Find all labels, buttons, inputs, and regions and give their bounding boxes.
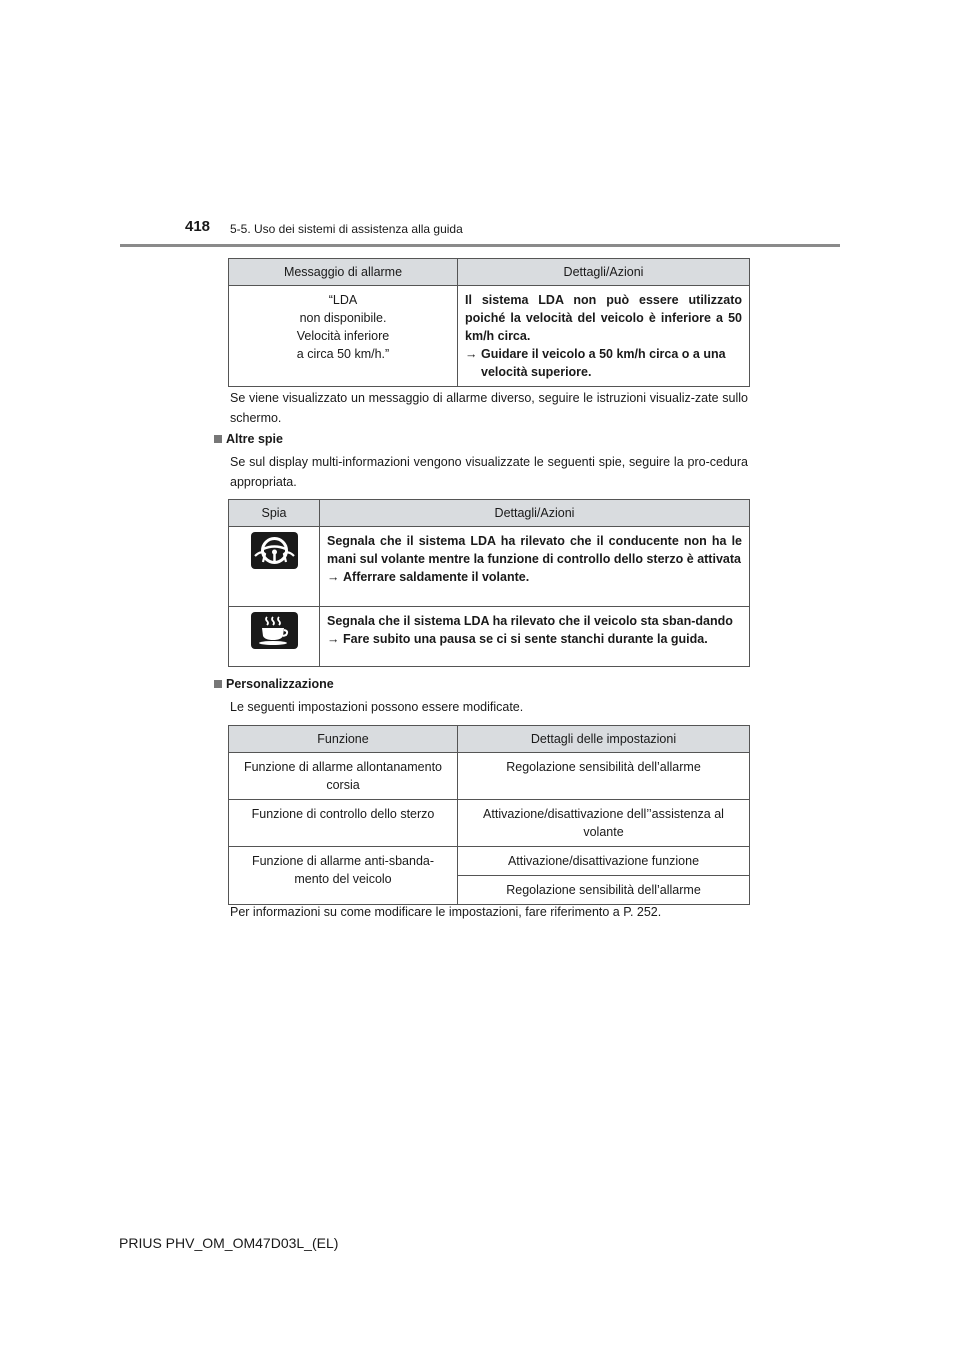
indicator-action-text: Afferrare saldamente il volante.: [343, 570, 530, 584]
alarm-message-line: “LDA: [328, 293, 358, 307]
paragraph-personalizzazione: Le seguenti impostazioni possono essere modificate.: [230, 700, 524, 714]
customization-setting-cell: Regolazione sensibilità dell’allarme: [458, 876, 750, 905]
arrow-icon: →: [327, 632, 340, 646]
indicator-table-header-details: Dettagli/Azioni: [320, 500, 750, 527]
indicator-details-cell: [320, 527, 750, 607]
alarm-message-line: a circa 50 km/h.”: [296, 347, 390, 361]
indicator-details-text: Segnala che il sistema LDA ha rilevato che il conducente non ha le mani sul volante mentre la funzione di controllo dello sterzo è attivata: [327, 534, 742, 566]
paragraph-different-message: Se viene visualizzato un messaggio di allarme diverso, seguire le istruzioni visualiz-zate sullo schermo.: [230, 391, 748, 425]
header-rule: [120, 244, 840, 247]
paragraph-altre-spie: Se sul display multi-informazioni vengono visualizzate le seguenti spie, seguire la pro-cedura appropriata.: [230, 455, 748, 489]
arrow-icon: →: [327, 570, 340, 584]
coffee-cup-icon: [251, 612, 298, 649]
customization-header-settings: Dettagli delle impostazioni: [458, 726, 750, 753]
heading-personalizzazione-text: Personalizzazione: [226, 677, 334, 691]
customization-setting-cell: Attivazione/disattivazione dell’’assistenza al volante: [458, 800, 750, 847]
table-row: [229, 847, 750, 876]
indicator-icon-cell: [229, 527, 320, 607]
customization-setting-cell: Regolazione sensibilità dell’allarme: [458, 753, 750, 800]
table-row: [229, 607, 750, 667]
alarm-message-line: non disponibile.: [299, 311, 387, 325]
indicator-action: [327, 630, 742, 648]
indicator-action: [327, 568, 742, 586]
alarm-action: [465, 345, 742, 381]
alarm-message-line: Velocità inferiore: [296, 329, 390, 343]
indicator-details-cell: [320, 607, 750, 667]
paragraph-reference: Per informazioni su come modificare le impostazioni, fare riferimento a P. 252.: [230, 905, 662, 919]
hands-on-steering-wheel-icon: [251, 532, 298, 569]
indicator-icon-cell: [229, 607, 320, 667]
footer-document-code: PRIUS PHV_OM_OM47D03L_(EL): [119, 1235, 339, 1251]
table-row: [229, 800, 750, 847]
table-row: [229, 527, 750, 607]
indicator-details-text: Segnala che il sistema LDA ha rilevato che il veicolo sta sban-dando: [327, 614, 733, 628]
alarm-table-header-message: Messaggio di allarme: [229, 259, 458, 286]
alarm-table-header-details: Dettagli/Azioni: [458, 259, 750, 286]
indicator-action-text: Fare subito una pausa se ci si sente stanchi durante la guida.: [343, 632, 708, 646]
alarm-details-cell: [458, 286, 750, 387]
customization-setting-cell: Attivazione/disattivazione funzione: [458, 847, 750, 876]
section-title: 5-5. Uso dei sistemi di assistenza alla guida: [230, 222, 463, 236]
heading-altre-spie: [214, 432, 283, 446]
table-row: [229, 753, 750, 800]
arrow-icon: →: [465, 347, 478, 361]
customization-function-cell: Funzione di allarme allontanamento corsia: [229, 753, 458, 800]
customization-table: [228, 725, 750, 905]
alarm-action-text: Guidare il veicolo a 50 km/h circa o a una velocità superiore.: [481, 347, 726, 379]
indicator-table: [228, 499, 750, 667]
alarm-message-cell: [229, 286, 458, 387]
alarm-table: [228, 258, 750, 387]
alarm-details-text: Il sistema LDA non può essere utilizzato poiché la velocità del veicolo è inferiore a 50 km/h circa.: [465, 293, 742, 343]
indicator-table-header-spia: Spia: [229, 500, 320, 527]
customization-function-cell: Funzione di controllo dello sterzo: [229, 800, 458, 847]
customization-function-cell: Funzione di allarme anti-sbanda-mento del veicolo: [229, 847, 458, 905]
heading-personalizzazione: [214, 677, 334, 691]
heading-altre-spie-text: Altre spie: [226, 432, 283, 446]
bullet-square-icon: [214, 435, 222, 443]
page-number: 418: [185, 218, 211, 235]
customization-header-function: Funzione: [229, 726, 458, 753]
bullet-square-icon: [214, 680, 222, 688]
